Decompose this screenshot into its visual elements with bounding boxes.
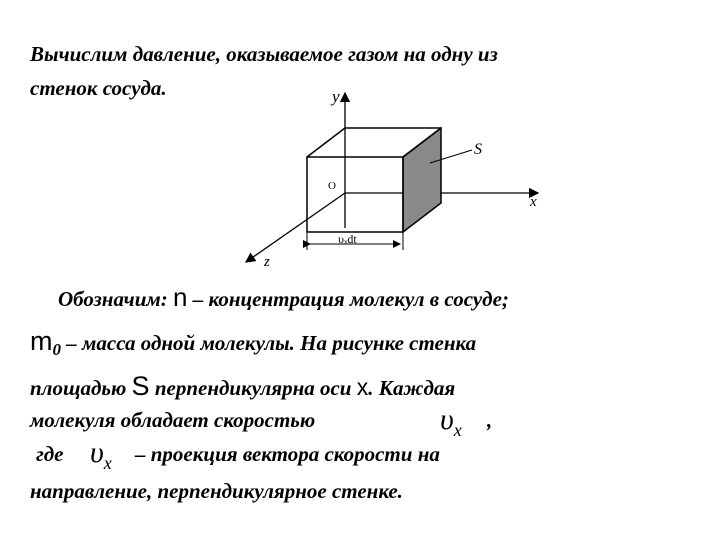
projection-text: – проекция вектора скорости на: [135, 442, 440, 466]
intro-line-1: Вычислим давление, оказываемое газом на одну из: [30, 42, 498, 66]
s-label: S: [474, 141, 482, 158]
mass-text: – масса одной молекулы. На рисунке стенка: [66, 331, 477, 355]
line-2: [30, 328, 476, 358]
cube-top-left-edge: [307, 128, 345, 157]
intro-line-2: стенок сосуда.: [30, 76, 167, 100]
y-label: y: [332, 87, 340, 106]
symbol-upsilon-2: υ: [90, 436, 104, 469]
symbol-n: n: [173, 282, 188, 312]
area-text: площадью: [30, 376, 127, 400]
velocity-symbol-2: [90, 438, 112, 472]
perpendicular-text: перпендикулярна оси: [154, 376, 352, 400]
comma: ,: [487, 408, 493, 432]
prefix-oboznachim: Обозначим:: [58, 287, 168, 311]
velocity-text: молекуля обладает скоростью: [30, 408, 316, 432]
face-s: [403, 128, 441, 232]
symbol-m-subscript: 0: [52, 340, 61, 360]
concentration-text: – концентрация молекул в сосуде;: [192, 287, 509, 311]
symbol-upsilon-1: υ: [440, 403, 454, 436]
symbol-upsilon-1-subscript: x: [453, 420, 462, 440]
velocity-symbol-1: [440, 405, 462, 439]
where-text: где: [36, 442, 64, 466]
each-text: . Каждая: [368, 376, 456, 400]
line-1: [58, 284, 509, 310]
symbol-s: S: [131, 371, 150, 401]
z-label: z: [264, 254, 270, 270]
line-6: направление, перпендикулярное стенке.: [30, 479, 403, 503]
dimension-label: υₓdt: [338, 232, 357, 246]
origin-label: O: [328, 180, 336, 192]
symbol-upsilon-2-subscript: x: [103, 453, 112, 473]
z-axis: [246, 193, 345, 262]
line-5: [36, 444, 64, 465]
line-4: [30, 410, 315, 431]
symbol-m: m: [30, 326, 53, 356]
x-label: x: [530, 194, 537, 210]
line-3: [30, 373, 455, 400]
symbol-x: x: [356, 374, 369, 400]
cube-front-face: [307, 157, 403, 232]
